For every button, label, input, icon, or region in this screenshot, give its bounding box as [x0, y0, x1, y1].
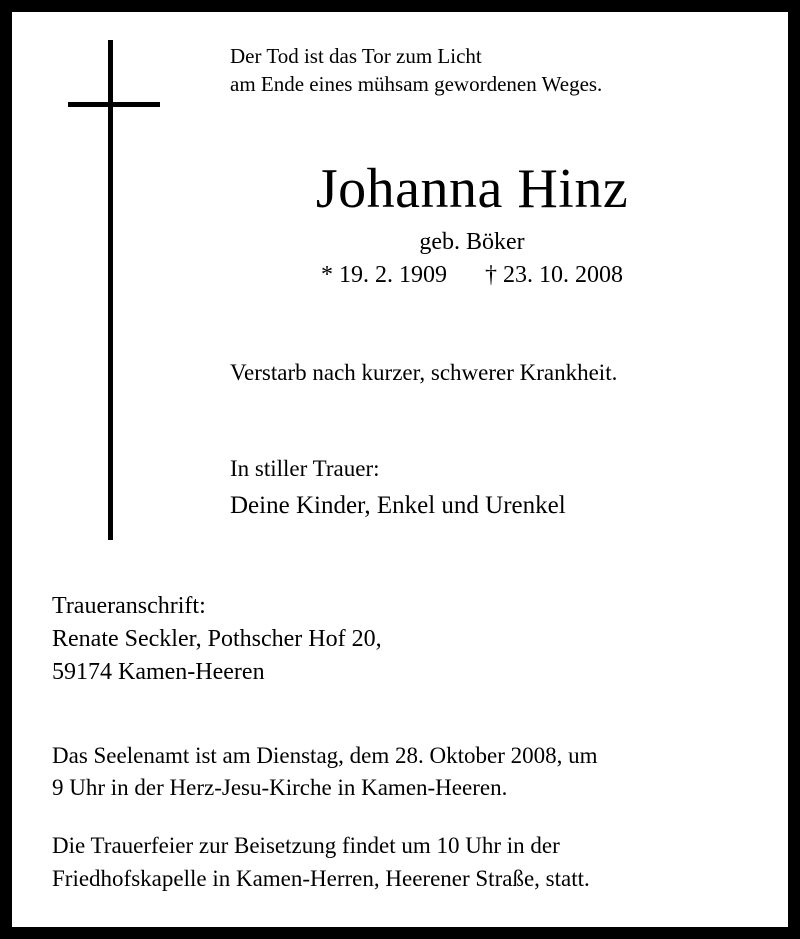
obituary-content: [12, 12, 788, 927]
memorial-verse-line-1: Der Tod ist das Tor zum Licht: [230, 44, 482, 68]
burial-ceremony-note: [52, 830, 752, 894]
cause-statement: Verstarb nach kurzer, schwerer Krankheit.: [230, 360, 618, 385]
cross-vertical-bar: [108, 40, 113, 540]
service-details: [52, 740, 752, 895]
mourning-block: [230, 452, 566, 524]
burial-ceremony-line-2: Friedhofskapelle in Kamen-Herren, Heerener Straße, statt.: [52, 865, 590, 891]
memorial-mass-line-1: Das Seelenamt ist am Dienstag, dem 28. Oktober 2008, um: [52, 743, 598, 768]
deceased-block: [172, 160, 772, 289]
birth-date: * 19. 2. 1909: [321, 261, 447, 288]
mourning-family: Deine Kinder, Enkel und Urenkel: [230, 491, 566, 519]
deceased-name: Johanna Hinz: [315, 158, 629, 220]
memorial-verse: [230, 42, 770, 99]
memorial-verse-line-2: am Ende eines mühsam gewordenen Weges.: [230, 72, 603, 97]
cross-icon: [68, 40, 160, 540]
condolence-address-label: Traueranschrift:: [52, 593, 206, 619]
mourning-lead: In stiller Trauer:: [230, 456, 380, 481]
cross-horizontal-bar: [68, 102, 160, 107]
death-date: † 23. 10. 2008: [485, 261, 623, 288]
memorial-mass-line-2: 9 Uhr in der Herz-Jesu-Kirche in Kamen-Heeren.: [52, 775, 508, 801]
condolence-address: [52, 590, 382, 689]
condolence-address-line-1: Renate Seckler, Pothscher Hof 20,: [52, 626, 382, 653]
deceased-dates: [172, 262, 772, 289]
burial-ceremony-line-1: Die Trauerfeier zur Beisetzung findet um 10 Uhr in der: [52, 833, 560, 859]
memorial-mass-note: [52, 740, 752, 804]
deceased-maiden-name: geb. Böker: [419, 228, 525, 255]
condolence-address-line-2: 59174 Kamen-Heeren: [52, 659, 265, 686]
